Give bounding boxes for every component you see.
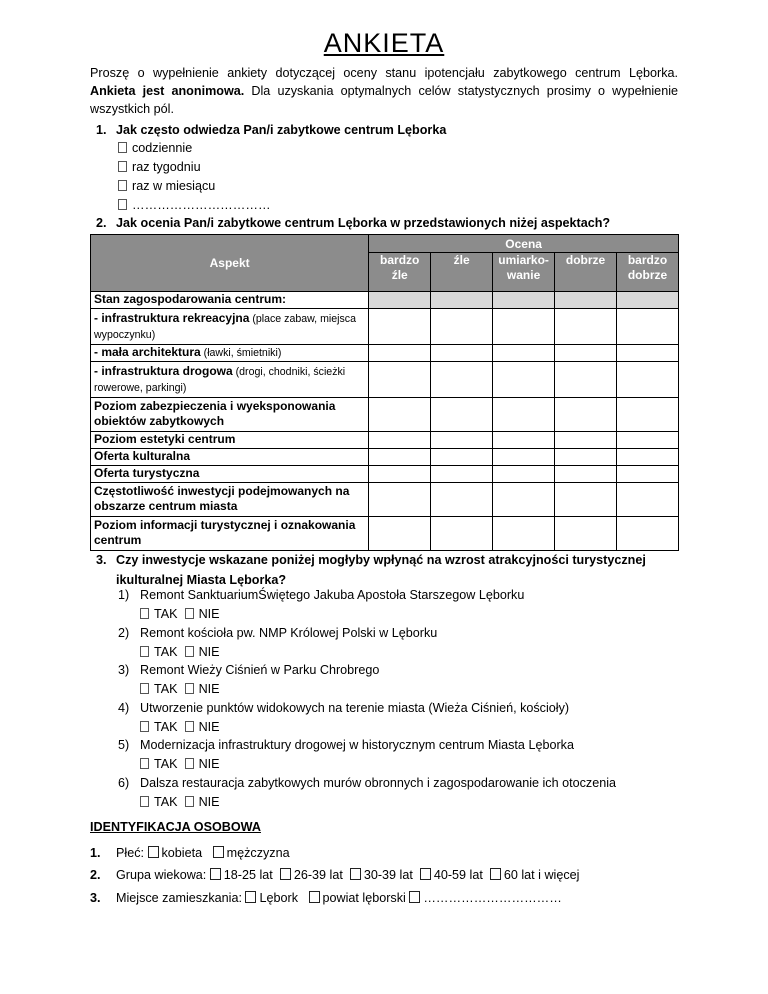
q3-item — [118, 626, 437, 640]
item-text: Dalsza restauracja zabytkowych murów obronnych i zagospodarowanie ich otoczenia — [140, 775, 617, 790]
aspect-label: - infrastruktura drogowa — [94, 363, 233, 378]
rating-cell[interactable] — [493, 466, 555, 483]
yes-no-options — [140, 682, 220, 696]
rating-cell[interactable] — [493, 517, 555, 551]
aspect-cell — [91, 483, 369, 517]
column-header: źle — [431, 253, 493, 292]
rating-cell[interactable] — [493, 483, 555, 517]
rating-cell[interactable] — [617, 483, 679, 517]
checkbox-icon[interactable] — [213, 846, 224, 858]
rating-cell[interactable] — [493, 449, 555, 466]
checkbox-icon[interactable] — [118, 161, 127, 172]
intro-text — [90, 64, 678, 118]
rating-cell — [555, 292, 617, 309]
rating-cell[interactable] — [555, 345, 617, 362]
checkbox-icon[interactable] — [185, 608, 194, 619]
checkbox-icon[interactable] — [245, 891, 256, 903]
rating-cell — [493, 292, 555, 309]
aspect-note: (place zabaw, miejsca wypoczynku) — [94, 312, 356, 341]
rating-cell[interactable] — [431, 449, 493, 466]
rating-cell[interactable] — [431, 345, 493, 362]
option-label: …………………………… — [423, 891, 562, 905]
gender-label: Płeć: — [116, 846, 144, 860]
checkbox-icon[interactable] — [140, 796, 149, 807]
checkbox-icon[interactable] — [185, 683, 194, 694]
item-number: 1) — [118, 588, 130, 602]
q3-item — [118, 663, 379, 677]
option-label: mężczyzna — [226, 846, 290, 860]
table-row — [91, 362, 679, 398]
rating-cell[interactable] — [493, 432, 555, 449]
checkbox-icon[interactable] — [118, 180, 127, 191]
option-label: codziennie — [132, 141, 193, 155]
option-label: 30-39 lat — [363, 868, 413, 882]
no-label: NIE — [198, 719, 220, 734]
residence-label: Miejsce zamieszkania: — [116, 891, 242, 905]
checkbox-icon[interactable] — [185, 721, 194, 732]
yes-no-options — [140, 757, 220, 771]
rating-cell[interactable] — [617, 362, 679, 398]
no-label: NIE — [198, 644, 220, 659]
aspect-label: Częstotliwość inwestycji podejmowanych na obszarze centrum miasta — [94, 484, 350, 513]
aspect-cell — [91, 345, 369, 362]
checkbox-icon[interactable] — [140, 646, 149, 657]
aspect-cell — [91, 466, 369, 483]
rating-table — [90, 234, 679, 551]
question-number: 3. — [96, 553, 107, 567]
item-number: 3. — [90, 891, 101, 905]
rating-cell[interactable] — [369, 398, 431, 432]
checkbox-icon[interactable] — [309, 891, 320, 903]
option-label: powiat lęborski — [322, 891, 406, 905]
rating-cell[interactable] — [555, 362, 617, 398]
rating-cell[interactable] — [617, 517, 679, 551]
checkbox-icon[interactable] — [140, 758, 149, 769]
table-row — [91, 483, 679, 517]
option-label: 60 lat i więcej — [503, 868, 580, 882]
item-number: 1. — [90, 846, 101, 860]
item-text: Modernizacja infrastruktury drogowej w historycznym centrum Miasta Lęborka — [140, 738, 574, 752]
rating-cell[interactable] — [369, 309, 431, 345]
rating-cell[interactable] — [555, 517, 617, 551]
checkbox-icon[interactable] — [420, 868, 431, 880]
table-row — [91, 398, 679, 432]
option-label: kobieta — [161, 846, 203, 860]
checkbox-icon[interactable] — [185, 758, 194, 769]
yes-no-options — [140, 645, 220, 659]
item-number: 2) — [118, 625, 130, 640]
item-text: Utworzenie punktów widokowych na terenie miasta (Wieża Ciśnień, kościoły) — [140, 700, 570, 715]
rating-cell[interactable] — [369, 345, 431, 362]
option-label: 40-59 lat — [433, 868, 483, 882]
rating-cell[interactable] — [369, 466, 431, 483]
checkbox-icon[interactable] — [140, 721, 149, 732]
aspect-label: - infrastruktura rekreacyjna — [94, 310, 250, 325]
table-row — [91, 309, 679, 345]
aspect-cell — [91, 309, 369, 345]
aspect-label: Poziom zabezpieczenia i wyeksponowania obiektów zabytkowych — [94, 399, 336, 428]
rating-cell[interactable] — [493, 309, 555, 345]
aspect-label: - mała architektura — [94, 345, 201, 359]
question-number: 2. — [96, 216, 107, 230]
aspect-label: Oferta turystyczna — [94, 466, 200, 480]
question-text-continued: ikulturalnej Miasta Lęborka? — [116, 573, 287, 587]
column-header: bardzo dobrze — [617, 253, 679, 292]
rating-cell[interactable] — [555, 466, 617, 483]
question-text: Jak często odwiedza Pan/i zabytkowe centrum Lęborka — [116, 123, 447, 137]
intro-line: Proszę o wypełnienie ankiety dotyczącej oceny stanu ipotencjału zabytkowego centrum Lęborka. — [90, 66, 678, 80]
yes-label: TAK — [154, 644, 178, 659]
rating-cell[interactable] — [369, 483, 431, 517]
checkbox-icon[interactable] — [490, 868, 501, 880]
column-header: bardzo źle — [369, 253, 431, 292]
aspect-cell — [91, 398, 369, 432]
table-row — [91, 432, 679, 449]
no-label: NIE — [198, 607, 220, 621]
q1-option-3[interactable] — [118, 179, 215, 193]
rating-cell[interactable] — [617, 466, 679, 483]
rating-cell[interactable] — [617, 309, 679, 345]
checkbox-icon[interactable] — [118, 142, 127, 153]
table-row — [91, 449, 679, 466]
aspect-cell — [91, 292, 369, 309]
q1-option-1[interactable] — [118, 141, 192, 155]
yes-label: TAK — [154, 607, 178, 621]
option-label: 26-39 lat — [293, 868, 343, 882]
aspect-cell — [91, 449, 369, 466]
rating-header: Ocena — [369, 235, 679, 253]
rating-cell[interactable] — [555, 432, 617, 449]
table-row — [91, 292, 679, 309]
rating-cell[interactable] — [431, 362, 493, 398]
rating-cell[interactable] — [369, 517, 431, 551]
anonymous-note: Ankieta jest anonimowa. — [90, 84, 245, 98]
item-number: 4) — [118, 700, 130, 715]
yes-no-options — [140, 607, 220, 621]
no-label: NIE — [198, 682, 220, 696]
option-label: Lębork — [259, 891, 298, 905]
column-header: umiarko-wanie — [493, 253, 555, 292]
question-2 — [96, 216, 610, 230]
option-label: …………………………… — [132, 198, 271, 212]
rating-cell[interactable] — [431, 517, 493, 551]
checkbox-icon[interactable] — [409, 891, 420, 903]
rating-cell[interactable] — [431, 483, 493, 517]
option-label: raz tygodniu — [132, 160, 201, 174]
rating-cell[interactable] — [369, 449, 431, 466]
checkbox-icon[interactable] — [350, 868, 361, 880]
rating-cell[interactable] — [555, 449, 617, 466]
no-label: NIE — [198, 757, 220, 771]
checkbox-icon[interactable] — [118, 199, 127, 210]
aspect-label: Poziom estetyki centrum — [94, 432, 236, 446]
yes-label: TAK — [154, 757, 178, 771]
rating-cell[interactable] — [493, 398, 555, 432]
intro-rest: Dla uzyskania optymalnych celów statystycznych prosimy o wypełnienie wszystkich pól. — [90, 84, 678, 116]
yes-label: TAK — [154, 682, 178, 696]
question-text: Jak ocenia Pan/i zabytkowe centrum Lęborka w przedstawionych niżej aspektach? — [116, 216, 611, 230]
rating-cell[interactable] — [493, 362, 555, 398]
checkbox-icon[interactable] — [148, 846, 159, 858]
checkbox-icon[interactable] — [210, 868, 221, 880]
table-row — [91, 517, 679, 551]
yes-no-options — [140, 720, 220, 734]
question-1 — [96, 123, 446, 137]
checkbox-icon[interactable] — [185, 646, 194, 657]
gender-row — [90, 846, 290, 860]
checkbox-icon[interactable] — [185, 796, 194, 807]
checkbox-icon[interactable] — [140, 608, 149, 619]
rating-cell[interactable] — [555, 309, 617, 345]
residence-row — [90, 891, 562, 905]
question-text: Czy inwestycje wskazane poniżej mogłyby wpłynąć na wzrost atrakcyjności turystycznej — [116, 553, 646, 567]
rating-cell — [431, 292, 493, 309]
rating-cell[interactable] — [369, 432, 431, 449]
rating-cell[interactable] — [431, 398, 493, 432]
rating-cell[interactable] — [431, 309, 493, 345]
table-row — [91, 345, 679, 362]
rating-cell[interactable] — [617, 432, 679, 449]
aspect-label: Stan zagospodarowania centrum: — [94, 292, 287, 306]
q3-item — [118, 776, 616, 790]
q3-item — [118, 588, 524, 602]
item-text: Remont SanktuariumŚwiętego Jakuba Apostoła Starszegow Lęborku — [140, 588, 525, 602]
checkbox-icon[interactable] — [280, 868, 291, 880]
aspect-cell — [91, 517, 369, 551]
q1-option-4[interactable] — [118, 198, 271, 212]
item-number: 2. — [90, 868, 101, 882]
rating-cell[interactable] — [617, 449, 679, 466]
aspect-label: Poziom informacji turystycznej i oznakowania centrum — [94, 518, 356, 547]
column-header: dobrze — [555, 253, 617, 292]
aspect-cell — [91, 362, 369, 398]
rating-cell[interactable] — [555, 398, 617, 432]
no-label: NIE — [198, 794, 220, 809]
rating-cell[interactable] — [555, 483, 617, 517]
question-number: 1. — [96, 123, 107, 137]
item-text: Remont Wieży Ciśnień w Parku Chrobrego — [140, 663, 380, 677]
rating-cell — [617, 292, 679, 309]
rating-cell[interactable] — [617, 398, 679, 432]
yes-label: TAK — [154, 794, 178, 809]
page-title: ANKIETA — [323, 28, 445, 58]
aspect-label: Oferta kulturalna — [94, 449, 191, 463]
aspect-cell — [91, 432, 369, 449]
option-label: raz w miesiącu — [132, 179, 216, 193]
table-row — [91, 466, 679, 483]
age-row — [90, 868, 579, 882]
rating-cell — [369, 292, 431, 309]
aspect-note: (drogi, chodniki, ścieżki rowerowe, parkingi) — [94, 365, 346, 394]
rating-cell[interactable] — [493, 345, 555, 362]
item-number: 5) — [118, 738, 130, 752]
item-text: Remont kościoła pw. NMP Królowej Polski w Lęborku — [140, 625, 438, 640]
yes-no-options — [140, 795, 220, 809]
question-3 — [96, 550, 646, 590]
aspect-header: Aspekt — [91, 235, 369, 292]
rating-cell[interactable] — [369, 362, 431, 398]
checkbox-icon[interactable] — [140, 683, 149, 694]
q1-option-2[interactable] — [118, 160, 201, 174]
item-number: 6) — [118, 775, 130, 790]
identification-heading: IDENTYFIKACJA OSOBOWA — [90, 820, 261, 834]
option-label: 18-25 lat — [223, 868, 273, 882]
rating-cell[interactable] — [431, 466, 493, 483]
q3-item — [118, 738, 574, 752]
rating-cell[interactable] — [617, 345, 679, 362]
age-label: Grupa wiekowa: — [116, 868, 207, 882]
q3-item — [118, 701, 569, 715]
item-number: 3) — [118, 663, 130, 677]
aspect-note: (ławki, śmietniki) — [200, 347, 282, 359]
rating-cell[interactable] — [431, 432, 493, 449]
yes-label: TAK — [154, 719, 178, 734]
